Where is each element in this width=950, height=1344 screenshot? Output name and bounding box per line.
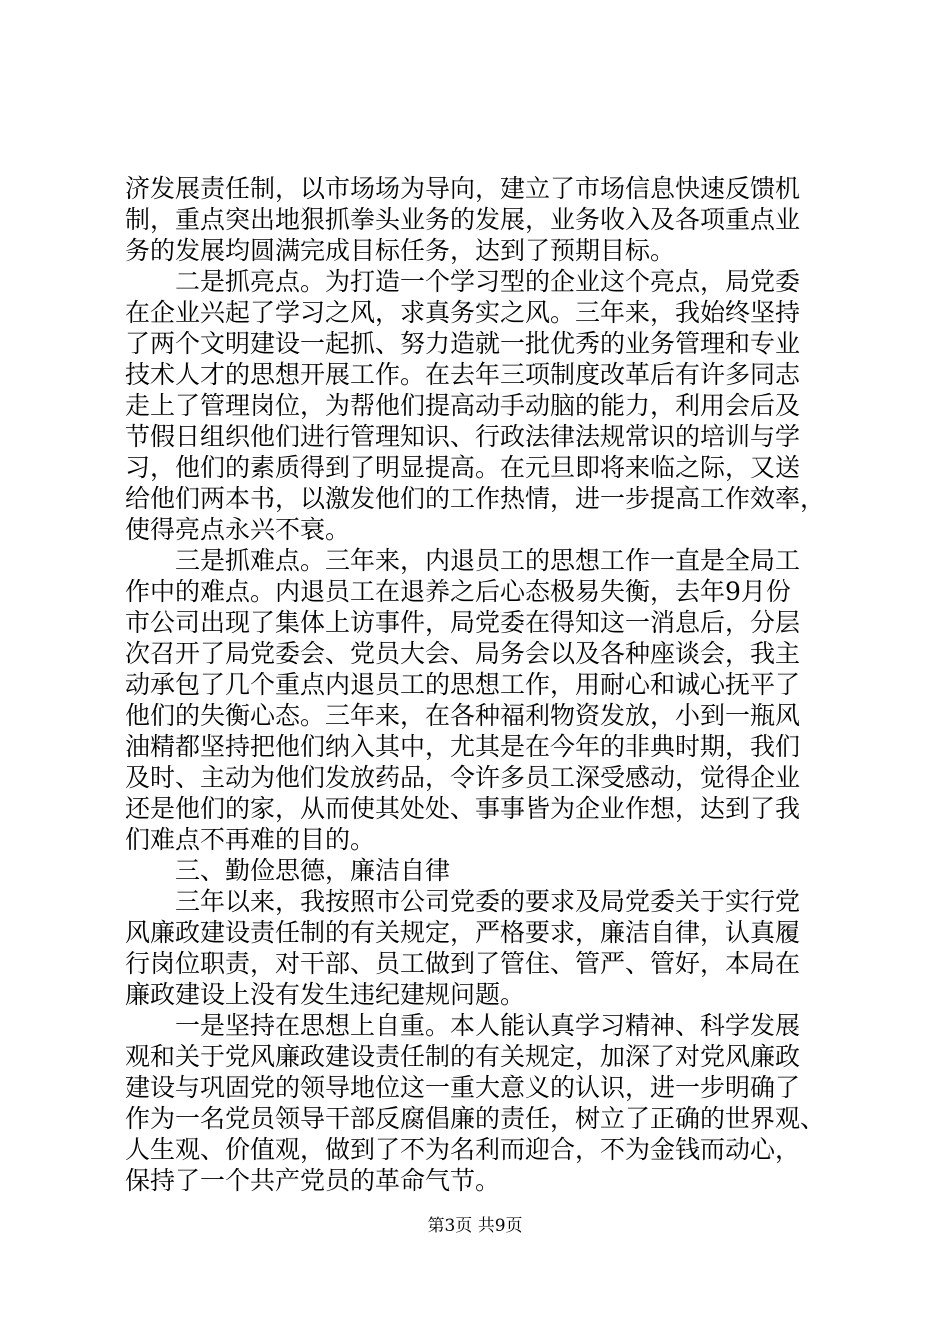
text-line: 保持了一个共产党员的革命气节。 <box>125 1166 501 1195</box>
text-line: 在企业兴起了学习之风，求真务实之风。三年来，我始终坚持 <box>125 298 801 327</box>
text-line: 给他们两本书，以激发他们的工作热情，进一步提高工作效率， <box>125 484 826 513</box>
text-line: 务的发展均圆满完成目标任务，达到了预期目标。 <box>125 236 676 265</box>
text-line: 三年以来，我按照市公司党委的要求及局党委关于实行党 <box>175 887 801 916</box>
text-line: 一是坚持在思想上自重。本人能认真学习精神、科学发展 <box>175 1011 801 1040</box>
text-line: 及时、主动为他们发放药品，令许多员工深受感动，觉得企业 <box>125 763 801 792</box>
text-line: 使得亮点永兴不衰。 <box>125 515 351 544</box>
text-line: 作中的难点。内退员工在退养之后心态极易失衡，去年9月份 <box>125 577 791 606</box>
text-line: 风廉政建设责任制的有关规定，严格要求，廉洁自律，认真履 <box>125 918 801 947</box>
text-line: 观和关于党风廉政建设责任制的有关规定，加深了对党风廉政 <box>125 1042 801 1071</box>
text-line: 廉政建设上没有发生违纪建规问题。 <box>125 980 526 1009</box>
text-line: 技术人才的思想开展工作。在去年三项制度改革后有许多同志 <box>125 360 801 389</box>
text-line: 作为一名党员领导干部反腐倡廉的责任，树立了正确的世界观、 <box>125 1104 826 1133</box>
text-line: 济发展责任制，以市场场为导向，建立了市场信息快速反馈机 <box>125 174 801 203</box>
text-line: 他们的失衡心态。三年来，在各种福利物资发放，小到一瓶风 <box>125 701 801 730</box>
text-line: 人生观、价值观，做到了不为名利而迎合，不为金钱而动心， <box>125 1135 801 1164</box>
text-line: 市公司出现了集体上访事件，局党委在得知这一消息后，分层 <box>125 608 801 637</box>
text-line: 三是抓难点。三年来，内退员工的思想工作一直是全局工 <box>175 546 801 575</box>
text-line: 次召开了局党委会、党员大会、局务会以及各种座谈会，我主 <box>125 639 801 668</box>
text-line: 制，重点突出地狠抓拳头业务的发展，业务收入及各项重点业 <box>125 205 801 234</box>
page-number: 第3页 共9页 <box>427 1216 523 1236</box>
text-line: 走上了管理岗位，为帮他们提高动手动脑的能力，利用会后及 <box>125 391 801 420</box>
text-line: 油精都坚持把他们纳入其中，尤其是在今年的非典时期，我们 <box>125 732 801 761</box>
text-line: 还是他们的家，从而使其处处、事事皆为企业作想，达到了我 <box>125 794 801 823</box>
text-line: 了两个文明建设一起抓、努力造就一批优秀的业务管理和专业 <box>125 329 801 358</box>
text-line: 建设与巩固党的领导地位这一重大意义的认识，进一步明确了 <box>125 1073 801 1102</box>
text-line: 习，他们的素质得到了明显提高。在元旦即将来临之际，又送 <box>125 453 801 482</box>
text-line: 动承包了几个重点内退员工的思想工作，用耐心和诚心抚平了 <box>125 670 801 699</box>
text-line: 们难点不再难的目的。 <box>125 825 376 854</box>
text-line: 行岗位职责，对干部、员工做到了管住、管严、管好，本局在 <box>125 949 801 978</box>
text-line: 节假日组织他们进行管理知识、行政法律法规常识的培训与学 <box>125 422 801 451</box>
text-line: 二是抓亮点。为打造一个学习型的企业这个亮点，局党委 <box>175 267 801 296</box>
section-heading: 三、勤俭思德，廉洁自律 <box>175 856 451 885</box>
